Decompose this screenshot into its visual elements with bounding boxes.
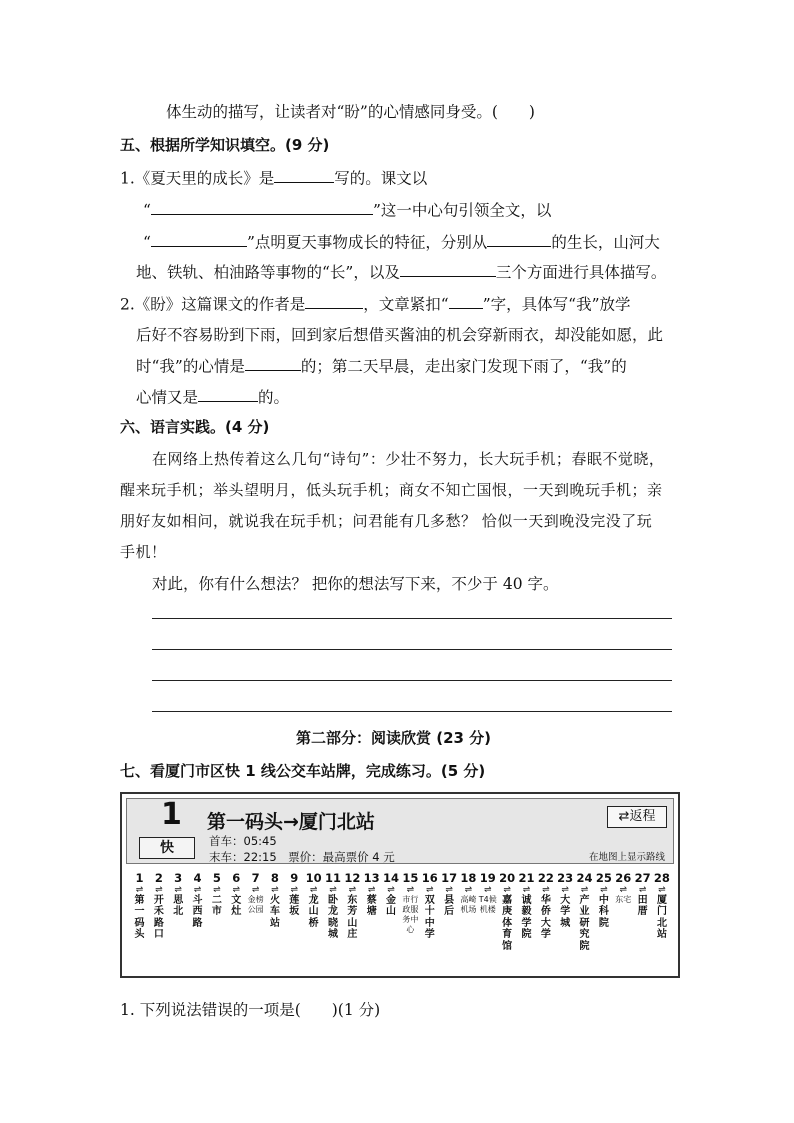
two-way-arrow-icon: ⇌ [348, 885, 357, 895]
two-way-arrow-icon: ⇌ [658, 885, 666, 895]
station-number: 12 [344, 871, 361, 885]
station-number: 2 [154, 871, 163, 885]
station-number: 22 [537, 871, 554, 885]
q2-text-a: 2.《盼》这篇课文的作者是 [120, 295, 306, 314]
answer-blank[interactable] [198, 385, 258, 402]
station-name: 县后 [444, 895, 455, 918]
station-name: 东芳山庄 [347, 895, 358, 941]
question-5-2-line-2: 后好不容易盼到下雨，回到家后想借买酱油的机会穿新雨衣，却没能如愿，此 [136, 326, 664, 344]
station-name: 思北 [173, 895, 184, 918]
q1-text-f: ”点明夏天事物成长的特征，分别从 [246, 233, 488, 252]
station-number: 20 [499, 871, 516, 885]
writing-line[interactable] [152, 680, 672, 681]
station-number: 4 [193, 871, 202, 885]
q1-text-a: 1.《夏天里的成长》是 [120, 169, 275, 188]
q1-text-g: 的生长，山河大 [551, 233, 660, 252]
show-route-on-map-link[interactable]: 在地图上显示路线 [588, 852, 665, 863]
two-way-arrow-icon: ⇌ [387, 885, 395, 895]
two-way-arrow-icon: ⇌ [619, 885, 628, 895]
two-way-arrow-icon: ⇌ [445, 885, 453, 895]
station-number: 19 [479, 871, 496, 885]
station-name: 厦门北站 [656, 895, 667, 941]
station-name: 火车站 [269, 895, 280, 929]
station-18 [459, 872, 478, 915]
station-number: 17 [441, 871, 458, 885]
station-number: 27 [634, 871, 651, 885]
q1-text-c: “ [143, 201, 151, 220]
two-way-arrow-icon: ⇌ [309, 885, 318, 895]
station-3 [169, 872, 188, 918]
station-number: 7 [251, 871, 260, 885]
station-number: 8 [270, 871, 279, 885]
station-number: 23 [557, 871, 574, 885]
station-name: 大学城 [560, 895, 571, 929]
answer-blank[interactable] [151, 198, 373, 215]
station-21 [517, 872, 536, 941]
answer-blank[interactable] [487, 230, 551, 247]
station-number: 9 [290, 871, 299, 885]
two-way-arrow-icon: ⇌ [232, 885, 241, 895]
q2-text-f: 的；第二天早晨，走出家门发现下雨了，“我”的 [300, 357, 627, 376]
two-way-arrow-icon: ⇌ [580, 885, 589, 895]
part-2-title: 第二部分：阅读欣赏 (23 分) [296, 729, 492, 747]
q2-text-b: ，文章紧扣“ [363, 295, 449, 314]
two-way-arrow-icon: ⇌ [425, 885, 434, 895]
q1-text-h: 地、铁轨、柏油路等事物的“长”，以及 [136, 263, 400, 282]
two-way-arrow-icon: ⇌ [561, 885, 569, 895]
station-name: 开禾路口 [153, 895, 164, 941]
station-number: 26 [615, 871, 632, 885]
two-way-arrow-icon: ⇌ [600, 885, 608, 895]
station-12 [343, 872, 362, 941]
bus-stop-sign [120, 792, 680, 978]
two-way-arrow-icon: ⇌ [522, 885, 531, 895]
station-number: 6 [232, 871, 241, 885]
writing-line[interactable] [152, 649, 672, 650]
station-19 [478, 872, 497, 915]
station-name: 田厝 [637, 895, 648, 918]
poem-paragraph-line-4: 手机！ [120, 543, 167, 561]
poem-paragraph-line-3: 朋好友如相问，就说我在玩手机；问君能有几多愁？ 恰似一天到晚没完没了玩 [120, 512, 653, 530]
station-2 [149, 872, 168, 941]
question-5-2-line-4 [136, 385, 289, 407]
station-name: 金榜公园 [247, 895, 264, 914]
poem-paragraph-line-1: 在网络上热传着这么几句“诗句”：少壮不努力，长大玩手机；春眠不觉晓， [152, 450, 665, 468]
two-way-arrow-icon: ⇌ [271, 885, 279, 895]
route-type-badge: 快 [139, 837, 195, 859]
station-number: 3 [174, 871, 183, 885]
writing-line[interactable] [152, 618, 672, 619]
station-name: 金山 [386, 895, 397, 918]
station-name: 市行政服务中心 [402, 895, 419, 934]
station-number: 13 [363, 871, 380, 885]
two-way-arrow-icon: ⇌ [290, 885, 299, 895]
station-5 [207, 872, 226, 918]
two-way-arrow-icon: ⇌ [193, 885, 202, 895]
two-way-arrow-icon: ⇌ [213, 885, 221, 895]
last-bus-time-and-fare: 末车：22:15 票价：最高票价 4 元 [209, 850, 395, 864]
section-7-heading: 七、看厦门市区快 1 线公交车站牌，完成练习。(5 分) [120, 762, 486, 780]
station-name: 文灶 [231, 895, 242, 918]
route-number: 1 [161, 797, 182, 832]
first-bus-time: 首车：05:45 [209, 834, 277, 848]
station-10 [304, 872, 323, 929]
station-name: 第一码头 [134, 895, 145, 941]
two-way-arrow-icon: ⇌ [542, 885, 550, 895]
station-number: 5 [212, 871, 221, 885]
two-way-arrow-icon: ⇌ [503, 885, 511, 895]
station-name: 双十中学 [424, 895, 435, 941]
two-way-arrow-icon: ⇌ [484, 885, 492, 895]
station-24 [575, 872, 594, 952]
question-5-1-line-4 [136, 260, 666, 282]
station-number: 21 [518, 871, 535, 885]
section-6-heading: 六、语言实践。(4 分) [120, 418, 270, 436]
answer-blank[interactable] [274, 166, 334, 183]
station-25 [594, 872, 613, 929]
station-number: 24 [576, 871, 593, 885]
station-number: 28 [653, 871, 670, 885]
answer-blank[interactable] [449, 292, 483, 309]
two-way-arrow-icon: ⇌ [135, 885, 144, 895]
q2-text-g: 心情又是 [136, 388, 199, 407]
swap-arrows-icon: ⇄ [618, 809, 630, 824]
q1-text-b: 写的。课文以 [334, 169, 428, 188]
poem-paragraph-line-2: 醒来玩手机；举头望明月，低头玩手机；商女不知亡国恨，一天到晚玩手机；亲 [120, 481, 663, 499]
station-name: 产业研究院 [579, 895, 590, 952]
question-5-2-line-3 [136, 354, 627, 376]
station-11 [324, 872, 343, 941]
sign-header [126, 798, 674, 864]
station-20 [498, 872, 517, 952]
return-button[interactable] [607, 806, 667, 828]
station-number: 25 [595, 871, 612, 885]
station-name: 诚毅学院 [521, 895, 532, 941]
question-5-1-line-1 [120, 166, 427, 188]
station-name: 二市 [211, 895, 222, 918]
two-way-arrow-icon: ⇌ [464, 885, 473, 895]
two-way-arrow-icon: ⇌ [367, 885, 376, 895]
section-5-heading: 五、根据所学知识填空。(9 分) [120, 136, 330, 154]
writing-prompt: 对此，你有什么想法？ 把你的想法写下来，不少于 40 字。 [152, 575, 559, 593]
station-8 [265, 872, 284, 929]
station-16 [420, 872, 439, 941]
two-way-arrow-icon: ⇌ [155, 885, 163, 895]
return-label: 返程 [629, 809, 656, 824]
station-number: 16 [421, 871, 438, 885]
station-name: 华侨大学 [540, 895, 551, 941]
two-way-arrow-icon: ⇌ [638, 885, 647, 895]
station-name: 东宅 [615, 895, 632, 904]
q2-text-h: 的。 [258, 388, 290, 407]
q2-text-c: ”字，具体写“我”放学 [482, 295, 631, 314]
station-number: 11 [324, 871, 341, 885]
q1-text-e: “ [143, 233, 151, 252]
station-name: 中科院 [598, 895, 609, 929]
station-name: 高崎机场 [460, 895, 477, 914]
q1-text-d: ”这一中心句引领全文，以 [372, 201, 552, 220]
station-name: T4候机楼 [478, 895, 497, 914]
station-17 [440, 872, 459, 918]
station-27 [633, 872, 652, 918]
station-1 [130, 872, 149, 941]
question-5-2-line-1 [120, 292, 631, 314]
two-way-arrow-icon: ⇌ [329, 885, 337, 895]
station-name: 卧龙晓城 [328, 895, 338, 941]
station-name: 龙山桥 [308, 895, 319, 929]
station-name: 斗西路 [192, 895, 203, 929]
two-way-arrow-icon: ⇌ [174, 885, 182, 895]
station-number: 18 [460, 871, 477, 885]
answer-blank[interactable] [400, 260, 496, 277]
station-23 [556, 872, 575, 929]
station-14 [382, 872, 401, 918]
station-number: 15 [402, 871, 419, 885]
q1-text-i: 三个方面进行具体描写。 [495, 263, 667, 282]
answer-blank[interactable] [305, 292, 363, 309]
station-7 [246, 872, 265, 915]
station-list [122, 872, 678, 976]
answer-blank[interactable] [151, 230, 247, 247]
question-5-1-line-3 [143, 230, 660, 252]
two-way-arrow-icon: ⇌ [406, 885, 415, 895]
station-26 [614, 872, 633, 905]
carry-over-line: 体生动的描写，让读者对“盼”的心情感同身受。( ) [166, 103, 535, 121]
question-5-1-line-2 [143, 198, 551, 220]
station-6 [227, 872, 246, 918]
writing-line[interactable] [152, 711, 672, 712]
station-22 [536, 872, 555, 941]
station-number: 14 [383, 871, 400, 885]
route-title: 第一码头→厦门北站 [207, 811, 375, 833]
station-15 [401, 872, 420, 935]
two-way-arrow-icon: ⇌ [251, 885, 260, 895]
station-name: 蔡塘 [366, 895, 377, 918]
station-4 [188, 872, 207, 929]
station-name: 莲坂 [289, 895, 300, 918]
station-name: 嘉庚体育馆 [502, 895, 513, 952]
station-13 [362, 872, 381, 918]
question-7-1: 1. 下列说法错误的一项是( )(1 分) [120, 1001, 381, 1019]
station-9 [285, 872, 304, 918]
station-number: 10 [305, 871, 322, 885]
station-number: 1 [135, 871, 144, 885]
station-28 [652, 872, 671, 941]
answer-blank[interactable] [245, 354, 301, 371]
q2-text-e: 时“我”的心情是 [136, 357, 245, 376]
